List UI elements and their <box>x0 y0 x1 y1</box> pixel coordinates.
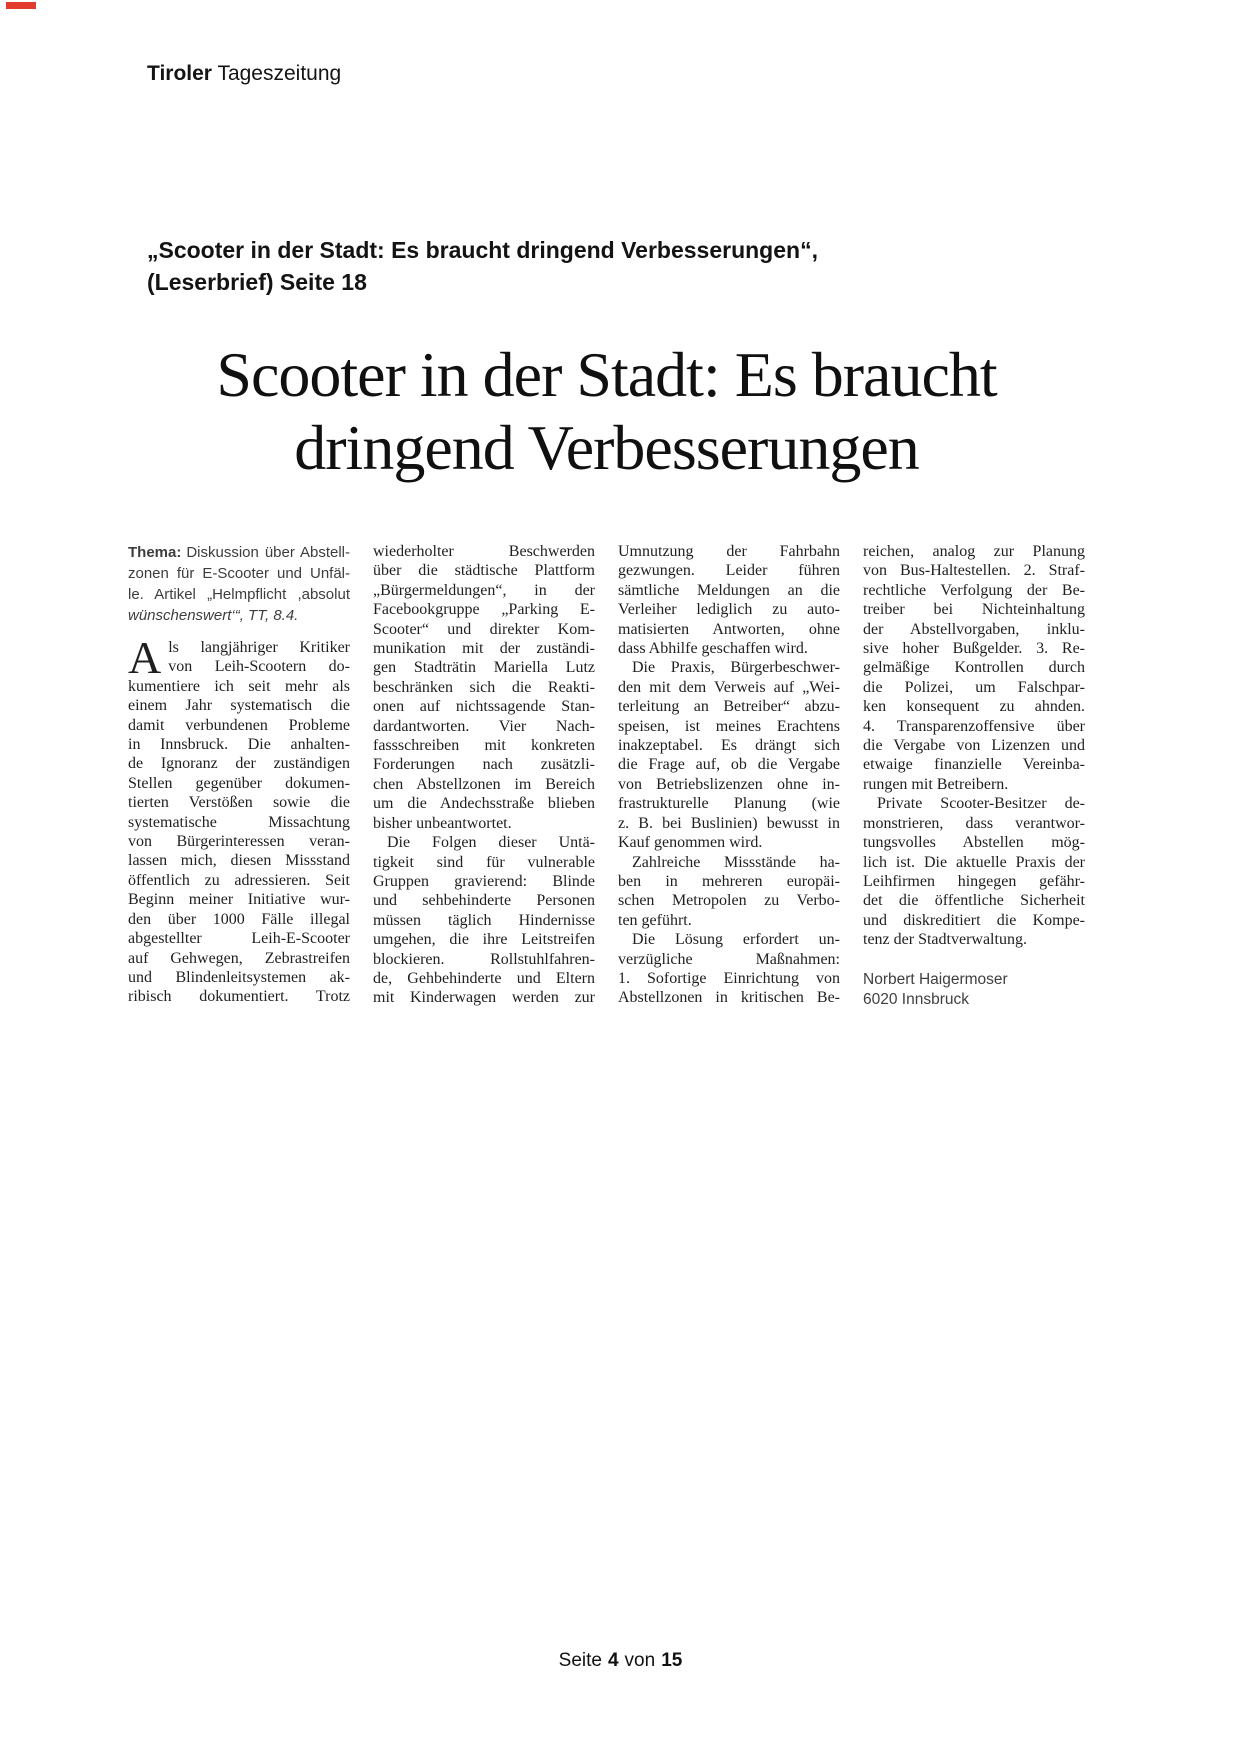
text-line: tierten Verstößen sowie die <box>128 794 350 812</box>
text-line: zonen für E-Scooter und Unfäl- <box>128 565 350 582</box>
red-scan-mark <box>6 2 36 9</box>
text-line: reichen, analog zur Planung <box>863 543 1085 560</box>
text-line: Private Scooter-Besitzer de- <box>877 795 1085 813</box>
text-line: le. Artikel „Helmpflicht ,absolut <box>128 586 350 603</box>
column-1-text <box>128 632 350 1007</box>
text-line: monstrieren, dass verantwor- <box>863 814 1085 832</box>
text-line: de Ignoranz der zuständigen <box>128 755 350 773</box>
paragraph <box>373 542 595 833</box>
text-line: tenz der Stadtverwaltung. <box>863 931 1027 949</box>
text-line: munikation mit der zuständi- <box>373 640 595 658</box>
text-line: treiber bei Nichteinhaltung <box>863 601 1085 619</box>
text-line: 1. Sofortige Einrichtung von <box>618 969 840 987</box>
text-line: über die städtische Plattform <box>373 562 595 580</box>
text-line: matisierten Antworten, ohne <box>618 620 840 638</box>
text-line: Stellen gegenüber dokumen- <box>128 774 350 792</box>
paragraph <box>618 853 840 931</box>
text-line: ben in mehreren europäi- <box>618 872 840 890</box>
article-headline <box>120 338 1093 484</box>
signature-name: Norbert Haigermoser <box>863 970 1008 988</box>
lead-in <box>128 542 350 626</box>
text-line: bisher unbeantwortet. <box>373 814 512 832</box>
text-line: frastrukturelle Planung (wie <box>618 795 840 813</box>
text-line: einem Jahr systematisch die <box>128 697 350 715</box>
text-line: öffentlich zu adressieren. Seit <box>128 871 350 889</box>
text-line: onen auf nichtssagende Stan- <box>373 698 595 716</box>
text-line: wünschenswert‘“, TT, 8.4. <box>128 607 299 624</box>
text-line: verzügliche Maßnahmen: <box>618 950 840 968</box>
text-line: Die Praxis, Bürgerbeschwer- <box>632 659 840 677</box>
text-line: um die Andechsstraße blieben <box>373 795 595 813</box>
text-line: rechtliche Verfolgung der Be- <box>863 581 1085 599</box>
text-line: die Polizei, um Falschpar- <box>863 678 1085 696</box>
lead-in-label: Thema: <box>128 544 182 561</box>
text-line: det die öffentliche Sicherheit <box>863 892 1085 910</box>
article-body <box>128 542 1085 1010</box>
article-column-2 <box>373 542 595 1010</box>
text-line: lassen mich, diesen Missstand <box>128 852 350 870</box>
text-line: Beginn meiner Initiative wur- <box>128 891 350 909</box>
text-line: abgestellter Leih-E-Scooter <box>128 930 350 948</box>
paragraph <box>618 658 840 852</box>
text-line: ribisch dokumentiert. Trotz <box>128 988 350 1006</box>
paragraph <box>863 794 1085 949</box>
article-column-3 <box>618 542 840 1010</box>
text-line: 4. Transparenzoffensive über <box>863 717 1085 735</box>
text-line: de, Gehbehinderte und Eltern <box>373 969 595 987</box>
column-1-paragraphs <box>128 632 350 1007</box>
paragraph <box>128 632 350 1007</box>
text-line: beschränken sich die Reakti- <box>373 678 595 696</box>
text-line: chen Abstellzonen im Bereich <box>373 775 595 793</box>
column-2-text <box>373 542 595 1008</box>
text-line: ken konsequent zu ahnden. <box>863 698 1085 716</box>
kicker-line-2: (Leserbrief) Seite 18 <box>147 269 367 295</box>
text-line: sämtliche Meldungen an die <box>618 581 840 599</box>
text-line: rungen mit Betreibern. <box>863 775 1009 793</box>
text-line: von Bus-Haltestellen. 2. Straf- <box>863 562 1085 580</box>
text-line: Umnutzung der Fahrbahn <box>618 543 840 560</box>
text-line: Zahlreiche Missstände ha- <box>632 853 840 871</box>
column-4-text <box>863 542 1085 950</box>
paragraph <box>863 542 1085 794</box>
text-line: inakzeptabel. Es drängt sich <box>618 737 840 755</box>
masthead-brand-bold: Tiroler <box>147 62 212 85</box>
column-3-text <box>618 542 840 1008</box>
text-line: fassschreiben mit konkreten <box>373 737 595 755</box>
text-line: die Frage auf, ob die Vergabe <box>618 756 840 774</box>
text-line: auf Gehwegen, Zebrastreifen <box>128 949 350 967</box>
text-line: Die Lösung erfordert un- <box>632 931 840 949</box>
text-line: Gruppen gravierend: Blinde <box>373 872 595 890</box>
paragraph <box>373 833 595 1008</box>
text-line: müssen täglich Hindernisse <box>373 911 595 929</box>
text-line: Kauf genommen wird. <box>618 834 763 852</box>
signature-city: 6020 Innsbruck <box>863 990 969 1008</box>
text-line: und diskreditiert die Kompe- <box>863 911 1085 929</box>
text-line: Scooter“ und direkter Kom- <box>373 620 595 638</box>
text-line: speisen, ist meines Erachtens <box>618 717 840 735</box>
text-line: wiederholter Beschwerden <box>373 543 595 560</box>
article-column-1 <box>128 542 350 1010</box>
text-line: tungsvolles Abstellen mög- <box>863 834 1085 852</box>
text-line: schen Metropolen zu Verbo- <box>618 892 840 910</box>
text-line: umgehen, die ihre Leitstreifen <box>373 931 595 949</box>
paragraph <box>618 930 840 1008</box>
text-line: die Vergabe von Lizenzen und <box>863 737 1085 755</box>
text-line: Die Folgen dieser Untä- <box>387 834 595 852</box>
text-line: Abstellzonen in kritischen Be- <box>618 989 840 1007</box>
text-line: gen Stadträtin Mariella Lutz <box>373 659 595 677</box>
text-line: Forderungen nach zusätzli- <box>373 756 595 774</box>
paragraph <box>618 542 840 658</box>
footer-prefix: Seite <box>558 1650 602 1671</box>
text-line: damit verbundenen Probleme <box>128 716 350 734</box>
text-line: von Leih-Scootern do- <box>168 658 350 676</box>
footer-page-number: 4 <box>607 1650 619 1671</box>
footer-separator: von <box>624 1650 656 1671</box>
text-line: mit Kinderwagen werden zur <box>373 989 595 1007</box>
text-line: dass Abhilfe geschaffen wird. <box>618 640 808 658</box>
text-line: blockieren. Rollstuhlfahren- <box>373 950 595 968</box>
text-line: ten geführt. <box>618 911 692 929</box>
masthead <box>147 62 341 86</box>
headline-line-2: dringend Verbesserungen <box>294 412 919 483</box>
text-line: terleitung an Betreiber“ abzu- <box>618 698 840 716</box>
text-line: von Betriebslizenzen ohne in- <box>618 775 840 793</box>
text-line: z. B. bei Buslinien) bewusst in <box>618 814 840 832</box>
text-line: lich ist. Die aktuelle Praxis der <box>863 853 1085 871</box>
text-line: sive hoher Bußgelder. 3. Re- <box>863 640 1085 658</box>
kicker <box>147 234 1067 298</box>
text-line: gezwungen. Leider führen <box>618 562 840 580</box>
article-column-4 <box>863 542 1085 1010</box>
text-line: den über 1000 Fälle illegal <box>128 910 350 928</box>
headline-line-1: Scooter in der Stadt: Es braucht <box>216 339 997 410</box>
text-line: von Bürgerinteressen veran- <box>128 833 350 851</box>
text-line: dardantworten. Vier Nach- <box>373 717 595 735</box>
text-line: gelmäßige Kontrollen durch <box>863 659 1085 677</box>
text-line: in Innsbruck. Die anhalten- <box>128 736 350 754</box>
text-line: Diskussion über Abstell- <box>186 544 350 561</box>
text-line: den mit dem Verweis auf „Wei- <box>618 678 840 696</box>
text-line: „Bürgermeldungen“, in der <box>373 581 595 599</box>
kicker-line-1: „Scooter in der Stadt: Es braucht dringend Verbesserungen“, <box>147 237 818 263</box>
text-line: Facebookgruppe „Parking E- <box>373 601 595 619</box>
text-line: etwaige finanzielle Vereinba- <box>863 756 1085 774</box>
text-line: systematische Missachtung <box>128 813 350 831</box>
page-footer <box>0 1650 1241 1672</box>
text-line: ls langjähriger Kritiker <box>168 639 350 656</box>
text-line: und Blindenleitsystemen ak- <box>128 968 350 986</box>
text-line: tigkeit sind für vulnerable <box>373 853 595 871</box>
text-line: Leihfirmen hingegen gefähr- <box>863 872 1085 890</box>
masthead-brand-regular: Tageszeitung <box>217 62 342 85</box>
text-line: kumentiere ich seit mehr als <box>128 677 350 695</box>
drop-cap: A <box>128 632 162 683</box>
text-line: und sehbehinderte Personen <box>373 892 595 910</box>
text-line: Verleiher lediglich zu auto- <box>618 601 840 619</box>
footer-total-pages: 15 <box>661 1650 683 1671</box>
letter-signature <box>863 970 1085 1010</box>
text-line: der Abstellvorgaben, inklu- <box>863 620 1085 638</box>
